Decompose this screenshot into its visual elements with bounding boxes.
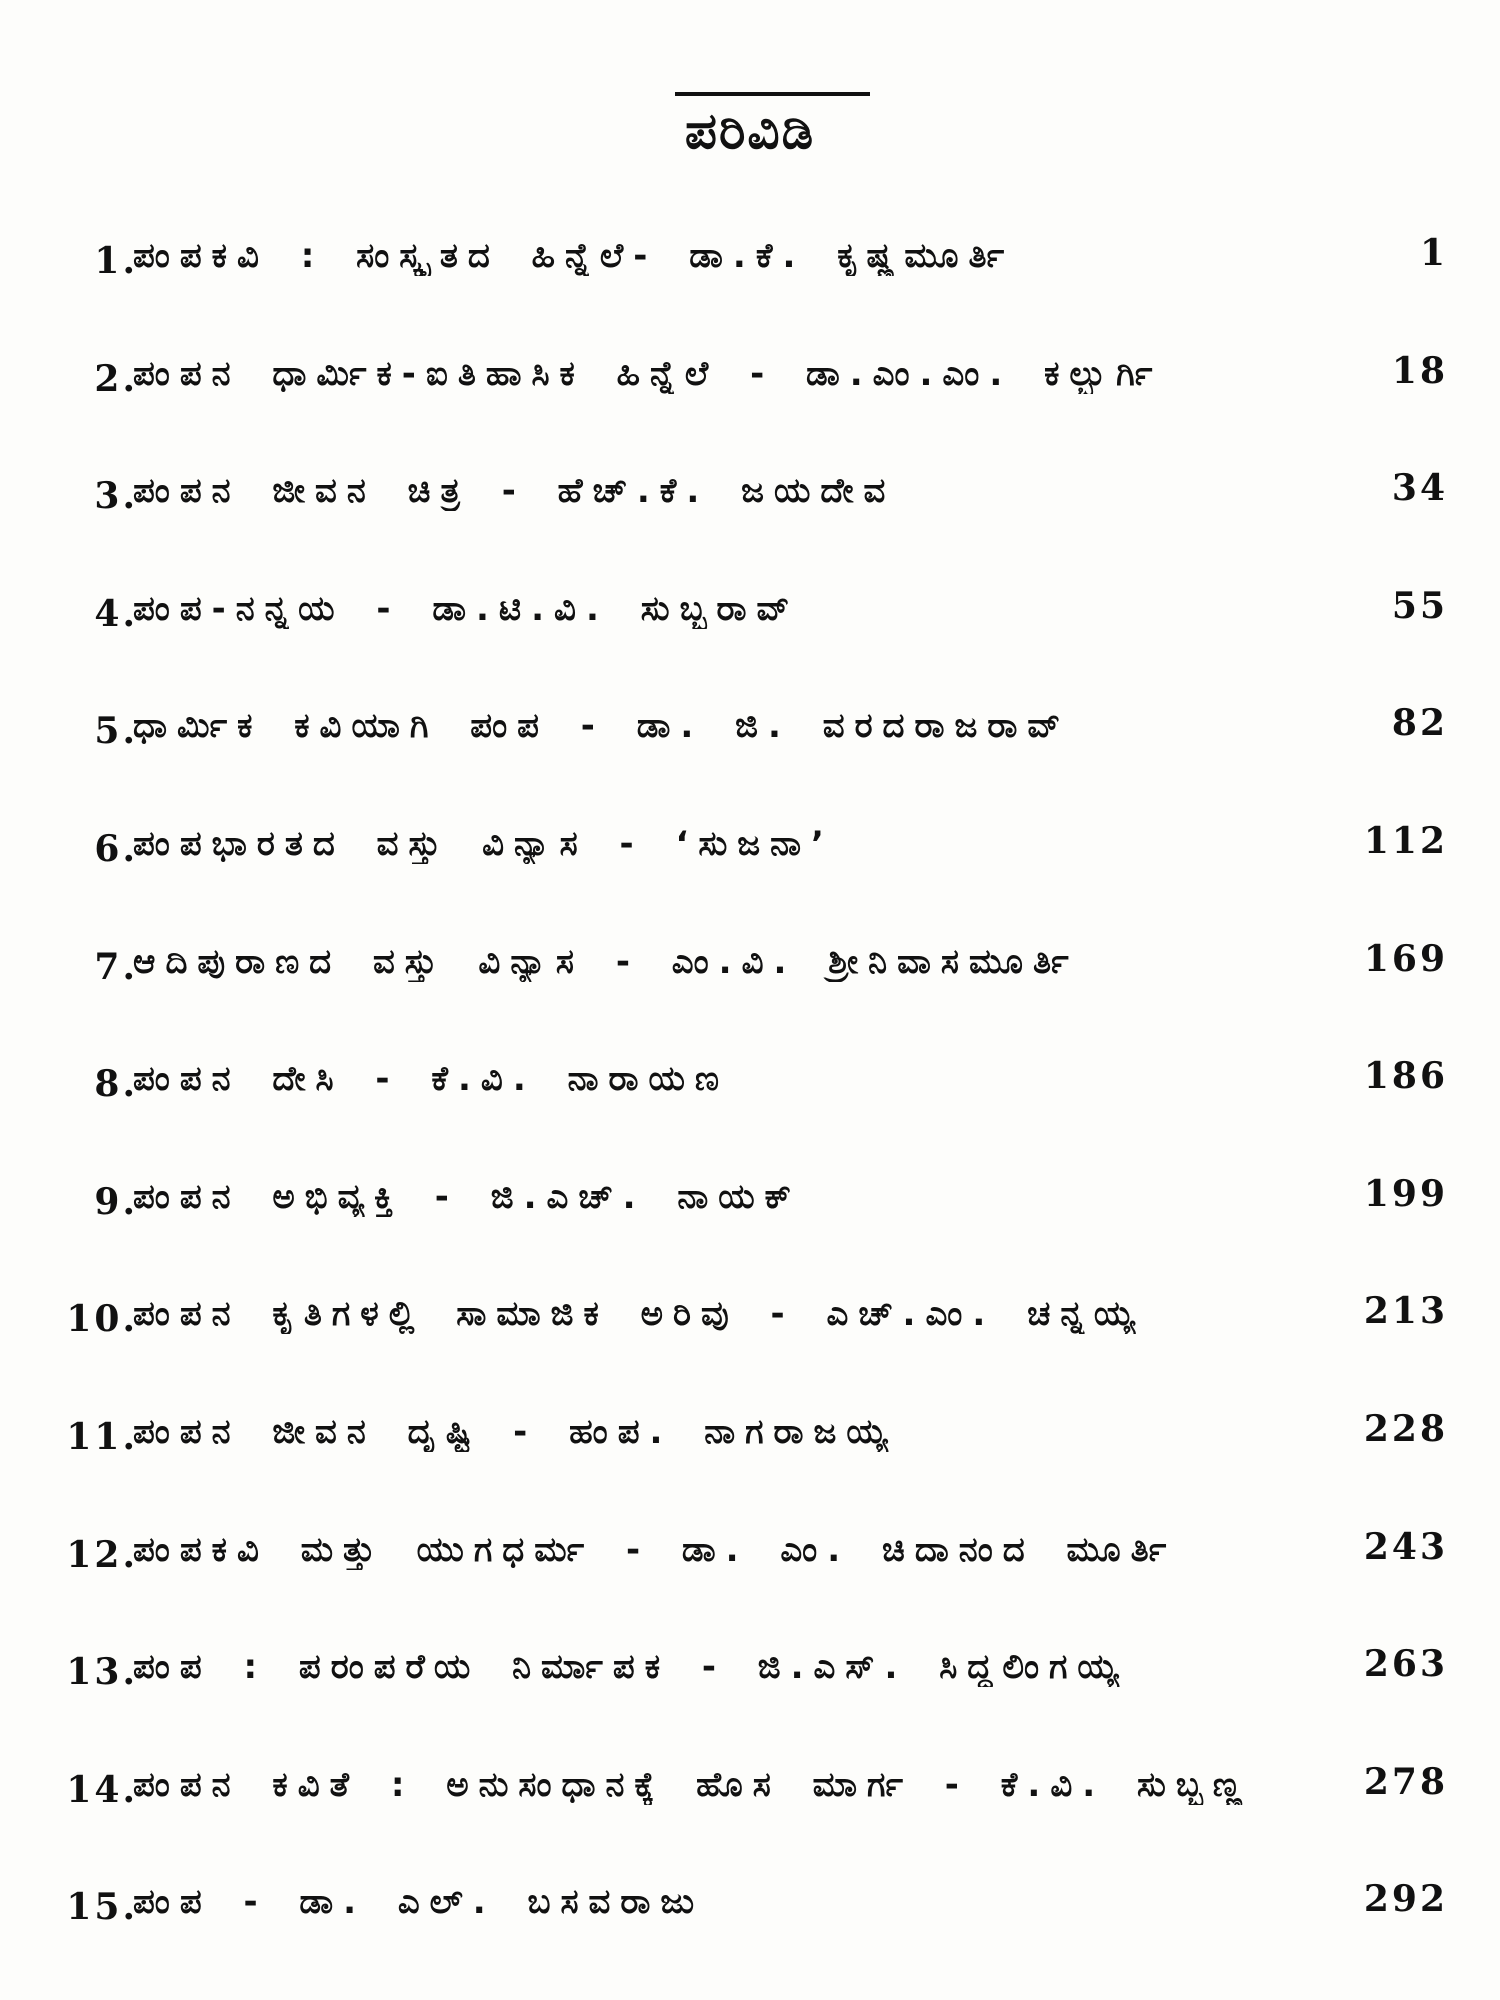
entry-title: ಪಂಪ-ನನ್ನಯ - ಡಾ.ಟಿ.ವಿ. ಸುಬ್ಬರಾವ್ <box>133 588 800 629</box>
entry-page-number: 55 <box>1391 584 1448 627</box>
toc-entry <box>0 463 1500 581</box>
entry-number: 12. <box>66 1533 138 1576</box>
entry-page-number: 112 <box>1363 819 1448 862</box>
toc-entry <box>0 698 1500 816</box>
toc-entry <box>0 1286 1500 1404</box>
toc-entry <box>0 1051 1500 1169</box>
entry-page-number: 82 <box>1391 702 1448 745</box>
entry-page-number: 186 <box>1363 1055 1448 1098</box>
toc-entry <box>0 1404 1500 1522</box>
heading-rule <box>675 92 870 96</box>
page-title: ಪರಿವಿಡಿ <box>684 102 816 160</box>
toc-entry <box>0 228 1500 346</box>
entry-page-number: 34 <box>1391 467 1448 510</box>
toc-entry <box>0 816 1500 934</box>
toc-entry <box>0 1522 1500 1640</box>
toc-entry <box>0 1757 1500 1875</box>
entry-page-number: 213 <box>1363 1290 1448 1333</box>
entry-page-number: 199 <box>1363 1172 1448 1215</box>
entry-page-number: 1 <box>1419 232 1448 274</box>
entry-page-number: 18 <box>1391 349 1448 392</box>
entry-number: 4. <box>94 592 138 635</box>
entry-title: ಪಂಪನ ಕವಿತೆ : ಅನುಸಂಧಾನಕ್ಕೆ ಹೊಸ ಮಾರ್ಗ - ಕೆ.ವಿ. ಸುಬ್ಬಣ್ಣ <box>133 1764 1252 1805</box>
toc-entry <box>0 346 1500 464</box>
entry-page-number: 278 <box>1363 1760 1448 1803</box>
entry-title: ಪಂಪ - ಡಾ. ಎಲ್. ಬಸವರಾಜು <box>133 1882 705 1923</box>
entry-title: ಧಾರ್ಮಿಕ ಕವಿಯಾಗಿ ಪಂಪ - ಡಾ. ಜಿ. ವರದರಾಜರಾವ್ <box>133 706 1071 747</box>
entry-page-number: 228 <box>1363 1407 1448 1450</box>
entry-number: 6. <box>94 827 138 870</box>
entry-title: ಪಂಪನ ಅಭಿವ್ಯಕ್ತಿ - ಜಿ.ಎಚ್. ನಾಯಕ್ <box>133 1176 801 1217</box>
entry-number: 10. <box>66 1298 138 1341</box>
toc-entry <box>0 1874 1500 1992</box>
entry-title: ಪಂಪಕವಿ ಮತ್ತು ಯುಗಧರ್ಮ - ಡಾ. ಎಂ. ಚಿದಾನಂದ ಮೂರ್ತಿ <box>133 1529 1177 1570</box>
entry-title: ಪಂಪನ ಜೀವನ ದೃಷ್ಟಿ - ಹಂಪ. ನಾಗರಾಜಯ್ಯ <box>133 1411 898 1452</box>
entry-page-number: 169 <box>1363 937 1448 980</box>
entry-number: 8. <box>94 1063 138 1106</box>
table-of-contents <box>0 228 1500 1992</box>
entry-number: 2. <box>94 357 138 400</box>
entry-title: ಪಂಪಭಾರತದ ವಸ್ತು ವಿನ್ಯಾಸ - ‘ಸುಜನಾ’ <box>133 823 834 864</box>
toc-entry <box>0 581 1500 699</box>
entry-number: 9. <box>94 1180 138 1223</box>
entry-number: 15. <box>66 1886 138 1929</box>
toc-entry <box>0 934 1500 1052</box>
entry-number: 14. <box>66 1768 138 1811</box>
entry-number: 7. <box>94 945 138 988</box>
entry-number: 13. <box>66 1651 138 1694</box>
entry-page-number: 243 <box>1363 1525 1448 1568</box>
entry-title: ಪಂಪನ ಜೀವನ ಚಿತ್ರ - ಹೆಚ್.ಕೆ. ಜಯದೇವ <box>133 471 896 512</box>
toc-entry <box>0 1169 1500 1287</box>
entry-number: 1. <box>94 240 138 282</box>
entry-number: 5. <box>94 710 138 753</box>
entry-title: ಆದಿಪುರಾಣದ ವಸ್ತು ವಿನ್ಯಾಸ - ಎಂ.ವಿ. ಶ್ರೀನಿವಾಸಮೂರ್ತಿ <box>133 941 1079 982</box>
entry-page-number: 263 <box>1363 1643 1448 1686</box>
entry-title: ಪಂಪನ ಧಾರ್ಮಿಕ-ಐತಿಹಾಸಿಕ ಹಿನ್ನೆಲೆ - ಡಾ.ಎಂ.ಎಂ. ಕಲ್ಬುರ್ಗಿ <box>133 353 1163 394</box>
entry-number: 11. <box>66 1415 138 1458</box>
entry-title: ಪಂಪನ ದೇಸಿ - ಕೆ.ವಿ. ನಾರಾಯಣ <box>133 1059 730 1100</box>
entry-number: 3. <box>94 475 138 518</box>
entry-title: ಪಂಪಕವಿ : ಸಂಸ್ಕೃತದ ಹಿನ್ನೆಲೆ- ಡಾ.ಕೆ. ಕೃಷ್ಣಮೂರ್ತಿ <box>133 236 1015 276</box>
entry-title: ಪಂಪನ ಕೃತಿಗಳಲ್ಲಿ ಸಾಮಾಜಿಕ ಅರಿವು - ಎಚ್.ಎಂ. ಚನ್ನಯ್ಯ <box>133 1294 1145 1335</box>
entry-title: ಪಂಪ : ಪರಂಪರೆಯ ನಿರ್ಮಾಪಕ - ಜಿ.ಎಸ್. ಸಿದ್ದಲಿಂಗಯ್ಯ <box>133 1647 1129 1688</box>
entry-page-number: 292 <box>1363 1878 1448 1921</box>
toc-entry <box>0 1639 1500 1757</box>
